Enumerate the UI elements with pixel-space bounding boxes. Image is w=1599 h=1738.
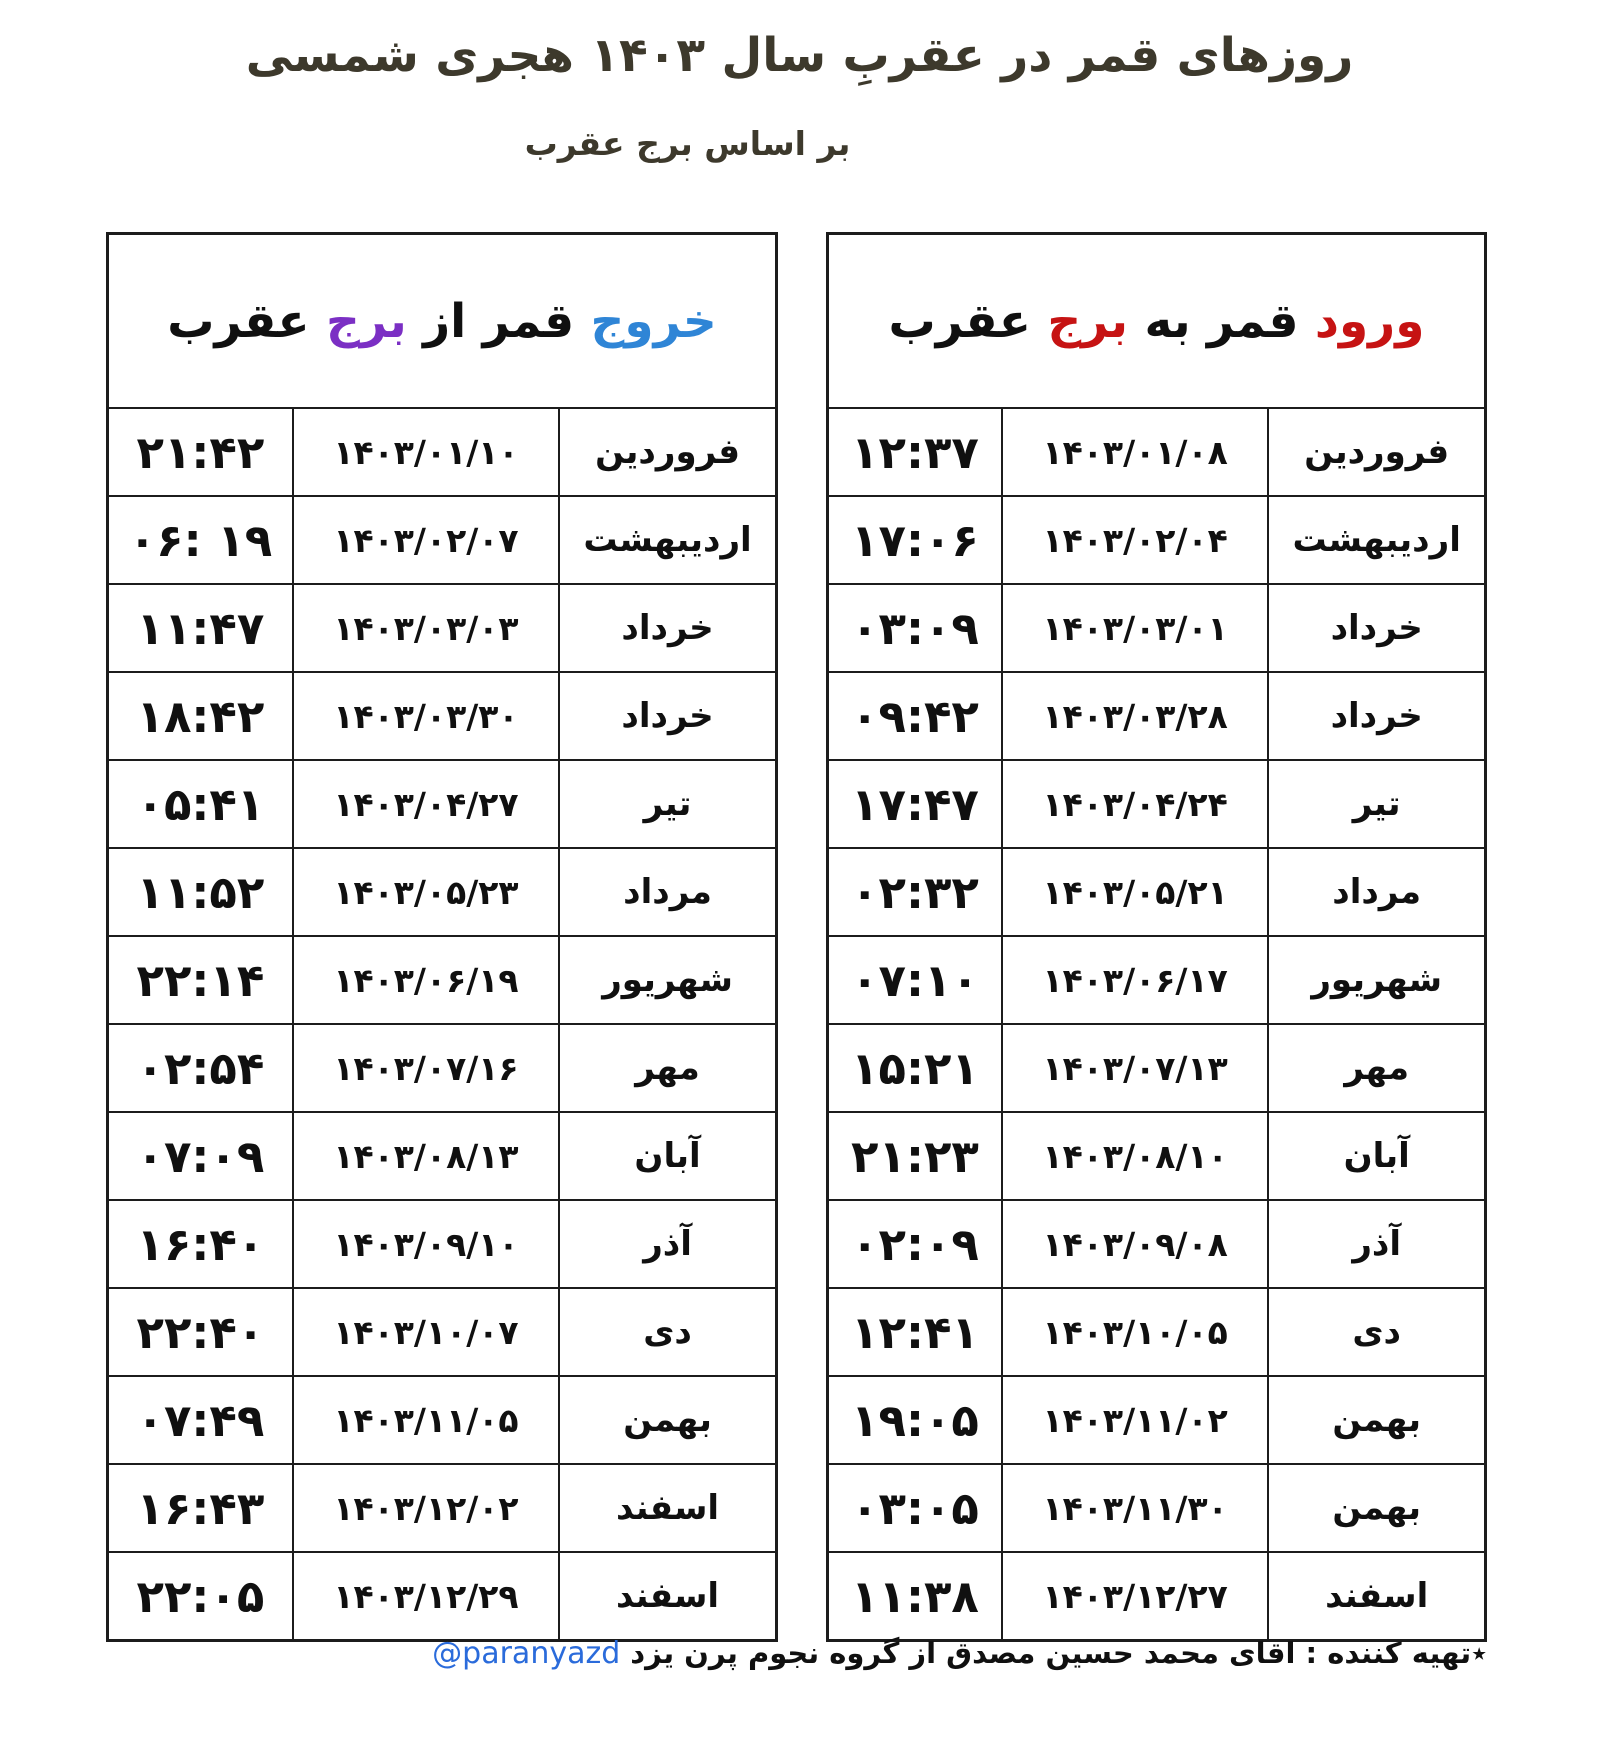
date-cell: ۱۴۰۳/۰۵/۲۳	[293, 848, 559, 936]
month-cell: مهر	[1268, 1024, 1485, 1112]
exit-table-grid	[106, 232, 778, 1642]
exit-table-section	[106, 232, 778, 1642]
entry-table-header-row	[828, 234, 1486, 409]
time-cell: ۱۲:۴۱	[828, 1288, 1002, 1376]
time-cell: ۱۶:۴۰	[108, 1200, 293, 1288]
time-cell: ۰۳:۰۹	[828, 584, 1002, 672]
table-row	[828, 848, 1486, 936]
month-cell: مهر	[559, 1024, 776, 1112]
date-cell: ۱۴۰۳/۱۰/۰۷	[293, 1288, 559, 1376]
table-row	[828, 1024, 1486, 1112]
time-cell: ۱۲:۳۷	[828, 408, 1002, 496]
table-row	[108, 936, 777, 1024]
entry-table-section	[826, 232, 1487, 1642]
table-row	[108, 1552, 777, 1641]
exit-table-body	[108, 408, 777, 1641]
date-cell: ۱۴۰۳/۰۴/۲۴	[1002, 760, 1268, 848]
time-cell: ۱۱:۴۷	[108, 584, 293, 672]
month-cell: خرداد	[1268, 672, 1485, 760]
exit-header-word-scorpio: عقرب	[167, 293, 326, 349]
date-cell: ۱۴۰۳/۰۳/۲۸	[1002, 672, 1268, 760]
table-row	[828, 1376, 1486, 1464]
time-cell: ۱۹:۰۵	[828, 1376, 1002, 1464]
exit-header-word-exit: خروج	[590, 293, 717, 349]
table-row	[108, 408, 777, 496]
table-row	[108, 1024, 777, 1112]
date-cell: ۱۴۰۳/۰۱/۱۰	[293, 408, 559, 496]
time-cell: ۰۹:۴۲	[828, 672, 1002, 760]
month-cell: اردیبهشت	[559, 496, 776, 584]
date-cell: ۱۴۰۳/۰۸/۱۳	[293, 1112, 559, 1200]
time-cell: ۱۱:۵۲	[108, 848, 293, 936]
table-row	[108, 760, 777, 848]
month-cell: آبان	[559, 1112, 776, 1200]
entry-header-word-entry: ورود	[1314, 293, 1425, 349]
month-cell: مرداد	[559, 848, 776, 936]
exit-header-word-sign: برج	[326, 293, 407, 349]
date-cell: ۱۴۰۳/۰۳/۰۱	[1002, 584, 1268, 672]
time-cell: ۱۶:۴۳	[108, 1464, 293, 1552]
table-row	[828, 496, 1486, 584]
table-row	[108, 672, 777, 760]
month-cell: شهریور	[1268, 936, 1485, 1024]
month-cell: شهریور	[559, 936, 776, 1024]
time-cell: ۲۱:۴۲	[108, 408, 293, 496]
table-row	[828, 760, 1486, 848]
date-cell: ۱۴۰۳/۱۱/۳۰	[1002, 1464, 1268, 1552]
date-cell: ۱۴۰۳/۱۱/۰۲	[1002, 1376, 1268, 1464]
date-cell: ۱۴۰۳/۱۱/۰۵	[293, 1376, 559, 1464]
date-cell: ۱۴۰۳/۰۱/۰۸	[1002, 408, 1268, 496]
month-cell: تیر	[559, 760, 776, 848]
table-row	[828, 672, 1486, 760]
date-cell: ۱۴۰۳/۱۲/۲۹	[293, 1552, 559, 1641]
footer	[432, 1636, 1487, 1671]
date-cell: ۱۴۰۳/۰۶/۱۹	[293, 936, 559, 1024]
entry-table-header	[828, 234, 1486, 409]
date-cell: ۱۴۰۳/۰۳/۳۰	[293, 672, 559, 760]
month-cell: خرداد	[559, 584, 776, 672]
month-cell: خرداد	[559, 672, 776, 760]
date-cell: ۱۴۰۳/۰۷/۱۶	[293, 1024, 559, 1112]
month-cell: دی	[559, 1288, 776, 1376]
date-cell: ۱۴۰۳/۱۰/۰۵	[1002, 1288, 1268, 1376]
month-cell: فروردین	[559, 408, 776, 496]
month-cell: تیر	[1268, 760, 1485, 848]
time-cell: ۰۷:۴۹	[108, 1376, 293, 1464]
time-cell: ۰۳:۰۵	[828, 1464, 1002, 1552]
date-cell: ۱۴۰۳/۰۳/۰۳	[293, 584, 559, 672]
time-cell: ۰۲:۰۹	[828, 1200, 1002, 1288]
table-row	[108, 1464, 777, 1552]
date-cell: ۱۴۰۳/۰۵/۲۱	[1002, 848, 1268, 936]
entry-table-body	[828, 408, 1486, 1641]
month-cell: اسفند	[559, 1552, 776, 1641]
date-cell: ۱۴۰۳/۰۷/۱۳	[1002, 1024, 1268, 1112]
time-cell: ۱۷:۴۷	[828, 760, 1002, 848]
time-cell: ۲۱:۲۳	[828, 1112, 1002, 1200]
table-row	[828, 936, 1486, 1024]
date-cell: ۱۴۰۳/۱۲/۰۲	[293, 1464, 559, 1552]
time-cell: ۰۷:۰۹	[108, 1112, 293, 1200]
time-cell: ۱۵:۲۱	[828, 1024, 1002, 1112]
time-cell: ۰۲:۳۲	[828, 848, 1002, 936]
table-row	[828, 1464, 1486, 1552]
month-cell: فروردین	[1268, 408, 1485, 496]
table-row	[828, 1288, 1486, 1376]
month-cell: خرداد	[1268, 584, 1485, 672]
time-cell: ۱۷:۰۶	[828, 496, 1002, 584]
table-row	[828, 1112, 1486, 1200]
month-cell: آبان	[1268, 1112, 1485, 1200]
time-cell: ۰۷:۱۰	[828, 936, 1002, 1024]
time-cell: ۲۲:۰۵	[108, 1552, 293, 1641]
time-cell: ۰۶: ۱۹	[108, 496, 293, 584]
entry-header-word-sign: برج	[1047, 293, 1129, 349]
date-cell: ۱۴۰۳/۰۹/۱۰	[293, 1200, 559, 1288]
date-cell: ۱۴۰۳/۰۹/۰۸	[1002, 1200, 1268, 1288]
table-row	[828, 584, 1486, 672]
time-cell: ۱۸:۴۲	[108, 672, 293, 760]
time-cell: ۲۲:۴۰	[108, 1288, 293, 1376]
date-cell: ۱۴۰۳/۰۶/۱۷	[1002, 936, 1268, 1024]
entry-table-grid	[826, 232, 1487, 1642]
exit-header-word-moon-from: قمر از	[406, 293, 591, 349]
table-row	[108, 1200, 777, 1288]
month-cell: اسفند	[1268, 1552, 1485, 1641]
month-cell: دی	[1268, 1288, 1485, 1376]
table-row	[108, 496, 777, 584]
exit-table-header-row	[108, 234, 777, 409]
table-row	[828, 408, 1486, 496]
date-cell: ۱۴۰۳/۰۴/۲۷	[293, 760, 559, 848]
table-row	[108, 584, 777, 672]
month-cell: اردیبهشت	[1268, 496, 1485, 584]
month-cell: آذر	[1268, 1200, 1485, 1288]
date-cell: ۱۴۰۳/۱۲/۲۷	[1002, 1552, 1268, 1641]
time-cell: ۱۱:۳۸	[828, 1552, 1002, 1641]
month-cell: مرداد	[1268, 848, 1485, 936]
month-cell: آذر	[559, 1200, 776, 1288]
entry-header-word-moon-to: قمر به	[1128, 293, 1315, 349]
table-row	[828, 1552, 1486, 1641]
table-row	[108, 1288, 777, 1376]
time-cell: ۲۲:۱۴	[108, 936, 293, 1024]
table-row	[108, 1112, 777, 1200]
table-row	[828, 1200, 1486, 1288]
page-title: روزهای قمر در عقربِ سال ۱۴۰۳ هجری شمسی	[245, 28, 1354, 83]
table-row	[108, 848, 777, 936]
month-cell: بهمن	[1268, 1464, 1485, 1552]
time-cell: ۰۵:۴۱	[108, 760, 293, 848]
table-row	[108, 1376, 777, 1464]
date-cell: ۱۴۰۳/۰۲/۰۴	[1002, 496, 1268, 584]
month-cell: اسفند	[559, 1464, 776, 1552]
page-subtitle: بر اساس برج عقرب	[524, 124, 851, 163]
exit-table-header	[108, 234, 777, 409]
month-cell: بهمن	[1268, 1376, 1485, 1464]
date-cell: ۱۴۰۳/۰۲/۰۷	[293, 496, 559, 584]
month-cell: بهمن	[559, 1376, 776, 1464]
date-cell: ۱۴۰۳/۰۸/۱۰	[1002, 1112, 1268, 1200]
footer-credit-text: ٭تهیه کننده : اقای محمد حسین مصدق از گروه نجوم پرن یزد	[630, 1636, 1487, 1670]
entry-header-word-scorpio: عقرب	[888, 293, 1048, 349]
footer-telegram-handle[interactable]: @paranyazd	[432, 1636, 621, 1671]
time-cell: ۰۲:۵۴	[108, 1024, 293, 1112]
